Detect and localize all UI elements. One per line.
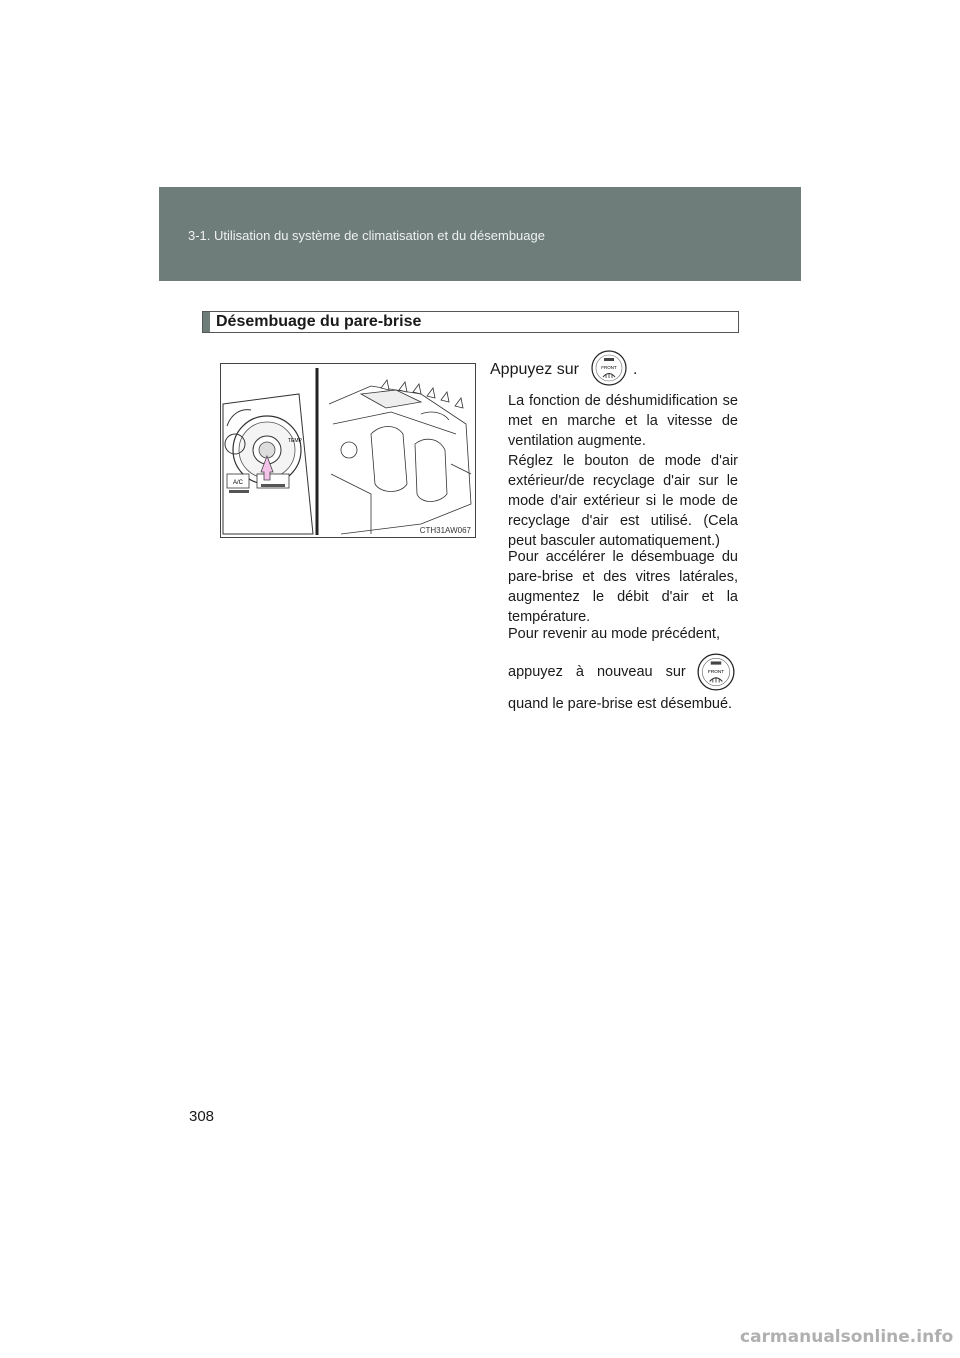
watermark: carmanualsonline.info xyxy=(740,1327,954,1347)
ac-label: A/C xyxy=(233,480,244,486)
front-defroster-button-icon xyxy=(696,652,736,692)
paragraph-speed-up: Pour accélérer le désembuage du pare-brise et des vitres latérales, augmentez le débit d'air et la température. xyxy=(508,549,738,625)
figure-code: CTH31AW067 xyxy=(419,526,471,535)
section-title: Désembuage du pare-brise xyxy=(216,313,422,330)
instruction-period: . xyxy=(633,361,638,378)
front-defroster-button-icon xyxy=(590,349,628,387)
front-label: FRONT xyxy=(707,670,725,676)
paragraph-press-again: appuyez à nouveau sur xyxy=(508,664,686,680)
temp-label: TEMP xyxy=(288,438,302,444)
paragraph-when-defogged: quand le pare-brise est désembué. xyxy=(508,696,733,712)
section-title-box xyxy=(202,311,739,333)
paragraph-dehumidification: La fonction de déshumidification se met en marche et la vitesse de ventilation augmente. xyxy=(508,393,738,449)
paragraph-return-mode: Pour revenir au mode précédent, xyxy=(508,626,720,642)
illustration-figure xyxy=(220,363,476,538)
instruction-text: Appuyez sur xyxy=(490,361,579,378)
page-number: 308 xyxy=(189,1108,215,1125)
chapter-header-title: 3-1. Utilisation du système de climatisation et du désembuage xyxy=(188,228,545,243)
section-title-accent xyxy=(203,312,210,332)
dashboard-illustration xyxy=(221,364,476,538)
paragraph-recirculation: Réglez le bouton de mode d'air extérieur/de recyclage d'air sur le mode d'air extérieur si le mode de recyclage d'air est utilisé. (Cela peut basculer automatiquement.) xyxy=(508,453,738,549)
front-label: FRONT xyxy=(601,365,617,370)
